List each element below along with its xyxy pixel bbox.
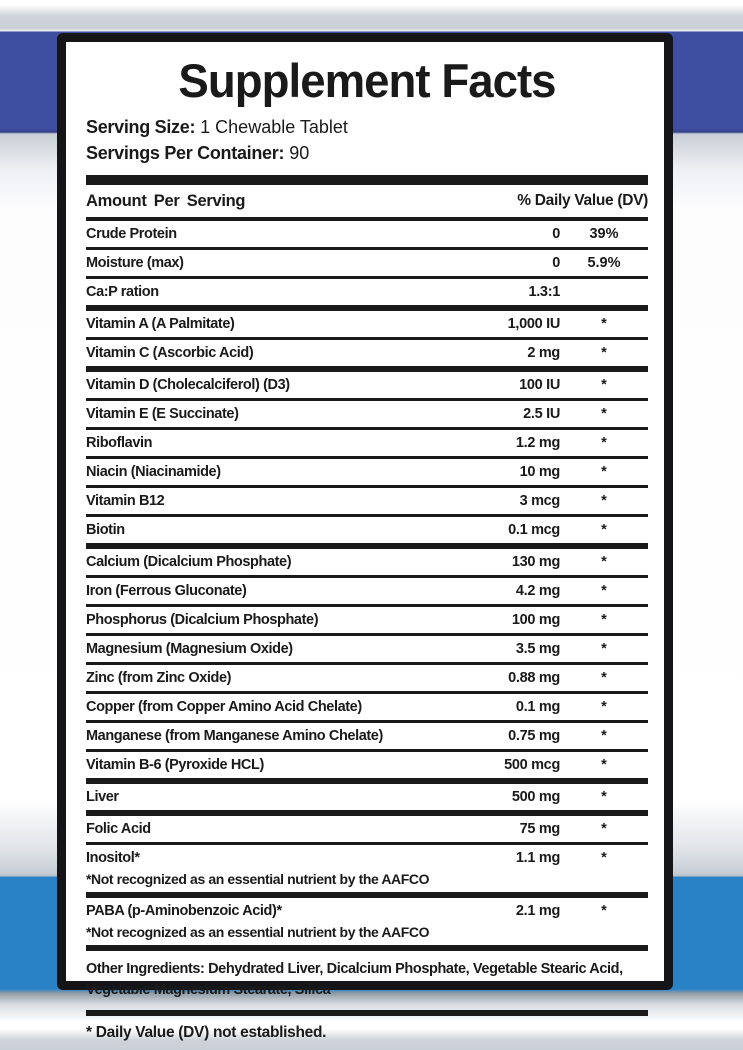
nutrient-amount: 2.5 IU — [523, 405, 560, 422]
serving-size-value: 1 Chewable Tablet — [200, 117, 348, 138]
nutrient-amount: 1.3:1 — [528, 283, 560, 300]
nutrient-name: Copper (from Copper Amino Acid Chelate) — [86, 698, 362, 715]
table-row — [86, 250, 648, 279]
nutrient-rows — [86, 221, 648, 951]
nutrient-amount: 1.1 mg — [515, 849, 560, 866]
nutrient-daily-value: * — [601, 698, 607, 715]
table-row-main — [86, 279, 648, 305]
nutrient-amount: 0 — [552, 254, 560, 271]
table-row-main — [86, 488, 648, 514]
nutrient-amount: 0 — [552, 225, 560, 242]
table-row — [86, 279, 648, 311]
nutrient-daily-value: * — [601, 344, 607, 361]
table-row-main — [86, 898, 648, 924]
nutrient-name: Vitamin E (E Succinate) — [86, 405, 239, 422]
nutrient-amount: 1,000 IU — [507, 315, 560, 332]
table-row — [86, 549, 648, 578]
table-row-main — [86, 340, 648, 366]
nutrient-amount: 500 mg — [511, 788, 560, 805]
daily-value-footnote: * Daily Value (DV) not established. — [86, 1023, 327, 1041]
table-row-main — [86, 723, 648, 749]
table-row — [86, 665, 648, 694]
table-row — [86, 517, 648, 549]
nutrient-daily-value: * — [601, 756, 607, 773]
nutrient-name: Biotin — [86, 521, 125, 538]
nutrient-daily-value: * — [601, 727, 607, 744]
nutrient-amount: 1.2 mg — [515, 434, 560, 451]
table-row-main — [86, 250, 648, 276]
table-row-main — [86, 372, 648, 398]
servings-per-container-label: Servings Per Container: — [86, 142, 285, 163]
nutrient-daily-value: * — [601, 640, 607, 657]
nutrient-amount: 2.1 mg — [515, 902, 560, 919]
table-row-main — [86, 607, 648, 633]
table-row — [86, 845, 648, 898]
servings-per-container-value: 90 — [289, 142, 310, 163]
table-row — [86, 372, 648, 401]
table-row-main — [86, 401, 648, 427]
nutrient-name: Inositol* — [86, 849, 140, 866]
table-row-main — [86, 636, 648, 662]
page-title: Supplement Facts — [178, 54, 556, 107]
serving-size-label: Serving Size: — [86, 117, 196, 138]
nutrient-daily-value: * — [601, 553, 607, 570]
nutrient-note: *Not recognized as an essential nutrient by the AAFCO — [86, 923, 430, 940]
nutrient-amount: 100 IU — [519, 376, 560, 393]
table-row-main — [86, 784, 648, 810]
amount-per-serving-header: Amount Per Serving — [86, 191, 246, 210]
nutrient-name: Riboflavin — [86, 434, 153, 451]
nutrient-amount: 0.75 mg — [508, 727, 560, 744]
nutrient-name: Folic Acid — [86, 820, 151, 837]
nutrient-amount: 0.1 mcg — [508, 521, 560, 538]
nutrient-amount: 10 mg — [519, 463, 560, 480]
table-row — [86, 816, 648, 845]
nutrient-amount: 500 mcg — [504, 756, 560, 773]
thick-divider — [86, 175, 648, 185]
table-row — [86, 488, 648, 517]
nutrient-name: Vitamin D (Cholecalciferol) (D3) — [86, 376, 290, 393]
table-row-main — [86, 311, 648, 337]
servings-per-container-line — [86, 141, 648, 166]
table-row — [86, 636, 648, 665]
nutrient-name: Vitamin A (A Palmitate) — [86, 315, 235, 332]
nutrient-name: Vitamin C (Ascorbic Acid) — [86, 344, 254, 361]
nutrient-daily-value: * — [601, 820, 607, 837]
table-row — [86, 459, 648, 488]
nutrient-name: Zinc (from Zinc Oxide) — [86, 669, 232, 686]
nutrient-note: *Not recognized as an essential nutrient by the AAFCO — [86, 870, 430, 887]
nutrient-amount: 3.5 mg — [515, 640, 560, 657]
table-row — [86, 784, 648, 816]
nutrient-daily-value: * — [601, 376, 607, 393]
supplement-facts-panel — [57, 33, 673, 1041]
table-row-main — [86, 517, 648, 543]
nutrient-daily-value: * — [601, 582, 607, 599]
nutrient-name: Manganese (from Manganese Amino Chelate) — [86, 727, 383, 744]
table-row — [86, 694, 648, 723]
nutrient-amount: 100 mg — [511, 611, 560, 628]
serving-info — [86, 115, 648, 165]
table-row — [86, 401, 648, 430]
nutrient-daily-value: * — [601, 463, 607, 480]
table-row-main — [86, 845, 648, 871]
nutrient-name: Magnesium (Magnesium Oxide) — [86, 640, 293, 657]
nutrient-amount: 0.1 mg — [515, 698, 560, 715]
table-row — [86, 340, 648, 372]
table-header — [86, 185, 648, 221]
nutrient-name: Calcium (Dicalcium Phosphate) — [86, 553, 292, 570]
nutrient-name: Moisture (max) — [86, 254, 184, 271]
table-row — [86, 430, 648, 459]
table-row-main — [86, 459, 648, 485]
table-row — [86, 578, 648, 607]
table-row-main — [86, 816, 648, 842]
nutrient-daily-value: * — [601, 902, 607, 919]
table-row-main — [86, 221, 648, 247]
nutrient-name: Niacin (Niacinamide) — [86, 463, 221, 480]
nutrient-amount: 130 mg — [511, 553, 560, 570]
table-row — [86, 311, 648, 340]
table-row-main — [86, 665, 648, 691]
nutrient-amount: 0.88 mg — [508, 669, 560, 686]
nutrient-daily-value: * — [601, 611, 607, 628]
nutrient-amount: 75 mg — [519, 820, 560, 837]
serving-size-line — [86, 115, 648, 140]
nutrient-name: PABA (p-Aminobenzoic Acid)* — [86, 902, 282, 919]
table-row — [86, 723, 648, 752]
nutrient-daily-value: * — [601, 315, 607, 332]
other-ingredients: Other Ingredients: Dehydrated Liver, Dicalcium Phosphate, Vegetable Stearic Acid, Vegetable Magnesium Stearate, Silica — [86, 951, 648, 1016]
daily-value-header: % Daily Value (DV) — [517, 192, 648, 210]
nutrient-name: Ca:P ration — [86, 283, 159, 300]
table-row-main — [86, 549, 648, 575]
table-row-main — [86, 578, 648, 604]
nutrient-daily-value: 39% — [589, 225, 619, 242]
nutrient-daily-value: * — [601, 669, 607, 686]
table-row — [86, 752, 648, 784]
table-row-main — [86, 430, 648, 456]
nutrient-name: Vitamin B12 — [86, 492, 165, 509]
nutrient-daily-value: * — [601, 434, 607, 451]
nutrient-daily-value: * — [601, 492, 607, 509]
nutrient-amount: 2 mg — [527, 344, 560, 361]
nutrient-name: Phosphorus (Dicalcium Phosphate) — [86, 611, 319, 628]
nutrient-name: Iron (Ferrous Gluconate) — [86, 582, 247, 599]
nutrient-daily-value: * — [601, 405, 607, 422]
nutrient-name: Liver — [86, 788, 119, 805]
table-row — [86, 221, 648, 250]
nutrient-daily-value: * — [601, 521, 607, 538]
nutrient-amount: 3 mcg — [519, 492, 560, 509]
nutrient-daily-value: * — [601, 788, 607, 805]
table-row — [86, 607, 648, 636]
nutrient-daily-value: * — [601, 849, 607, 866]
table-row-main — [86, 752, 648, 778]
nutrient-daily-value: 5.9% — [587, 254, 621, 271]
table-row — [86, 898, 648, 951]
table-row-main — [86, 694, 648, 720]
nutrient-amount: 4.2 mg — [515, 582, 560, 599]
nutrient-name: Crude Protein — [86, 225, 177, 242]
nutrient-name: Vitamin B-6 (Pyroxide HCL) — [86, 756, 264, 773]
